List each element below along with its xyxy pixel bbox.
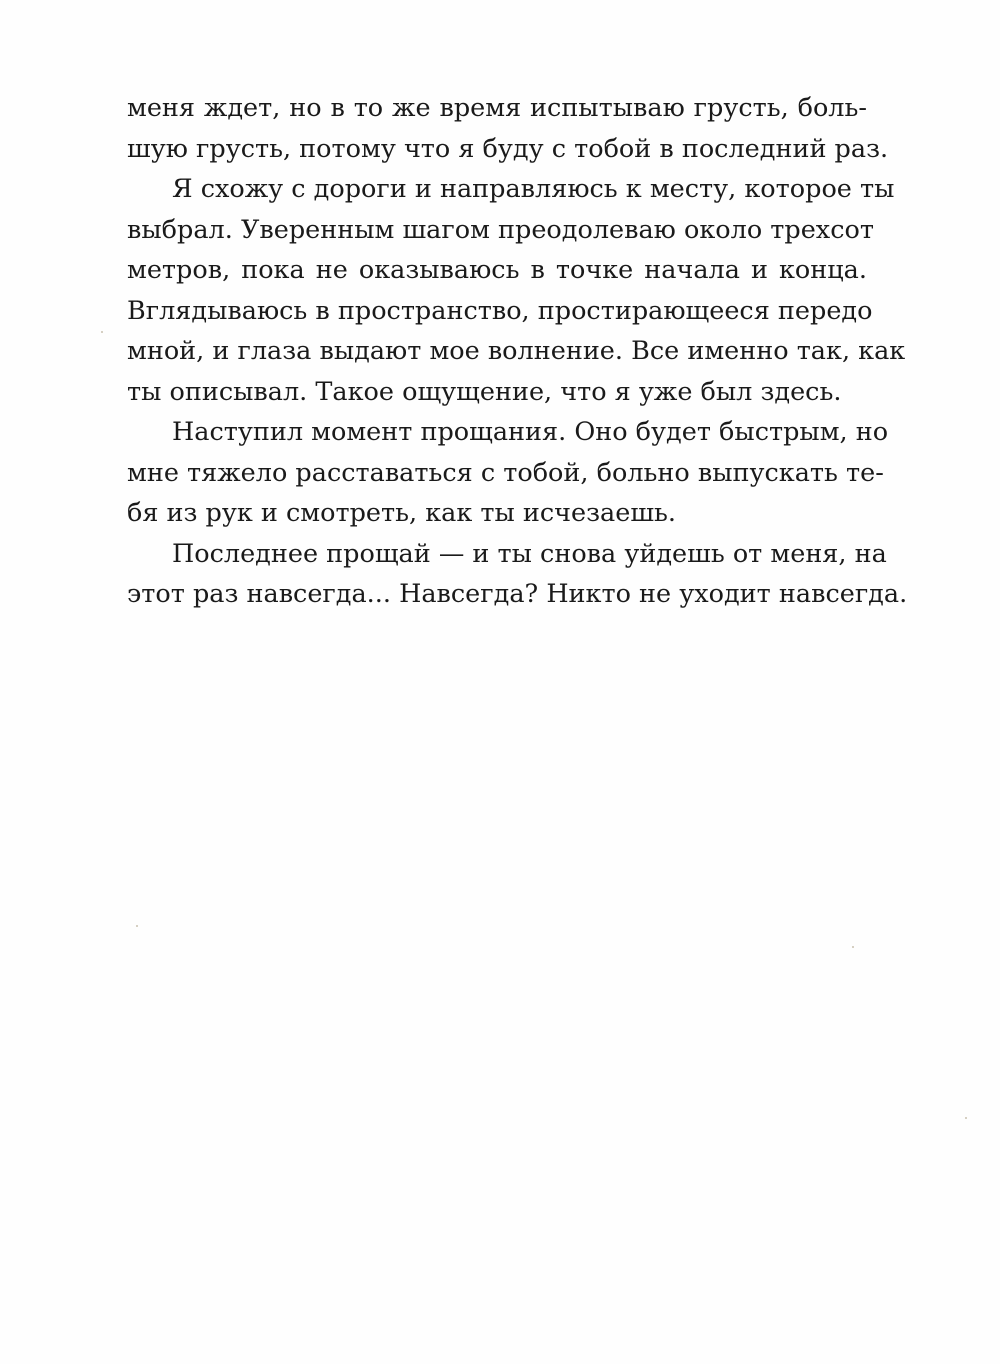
text-line: Вглядываюсь в пространство, простирающееся передо — [127, 295, 873, 326]
text-line: меня ждет, но в то же время испытываю грусть, боль- — [127, 93, 867, 123]
text-line: ты описывал. Такое ощущение, что я уже был здесь. — [127, 376, 842, 407]
paragraph-4 — [127, 534, 908, 615]
text-line: этот раз навсегда... Навсегда? Никто не уходит навсегда. — [127, 579, 908, 609]
body-text — [127, 88, 908, 615]
text-line: бя из рук и смотреть, как ты исчезаешь. — [127, 498, 677, 528]
text-line: Наступил момент прощания. Оно будет быстрым, но — [172, 417, 889, 447]
paragraph-3 — [127, 412, 889, 534]
paragraph-2 — [127, 169, 906, 412]
text-line: Последнее прощай — и ты снова уйдешь от меня, на — [172, 538, 887, 569]
paper-speck — [101, 331, 103, 333]
paragraph-1 — [127, 88, 889, 169]
paper-speck — [852, 946, 854, 948]
text-line: выбрал. Уверенным шагом преодолеваю около трехсот — [127, 214, 874, 245]
text-line: мной, и глаза выдают мое волнение. Все именно так, как — [127, 336, 906, 366]
text-line: шую грусть, потому что я буду с тобой в последний раз. — [127, 133, 889, 164]
text-line: метров, пока не оказываюсь в точке начала и конца. — [127, 255, 867, 285]
text-line: Я схожу с дороги и направляюсь к месту, которое ты — [172, 174, 895, 204]
paper-speck — [965, 1117, 967, 1119]
text-line: мне тяжело расставаться с тобой, больно выпускать те- — [127, 457, 884, 488]
paper-speck — [136, 925, 138, 927]
